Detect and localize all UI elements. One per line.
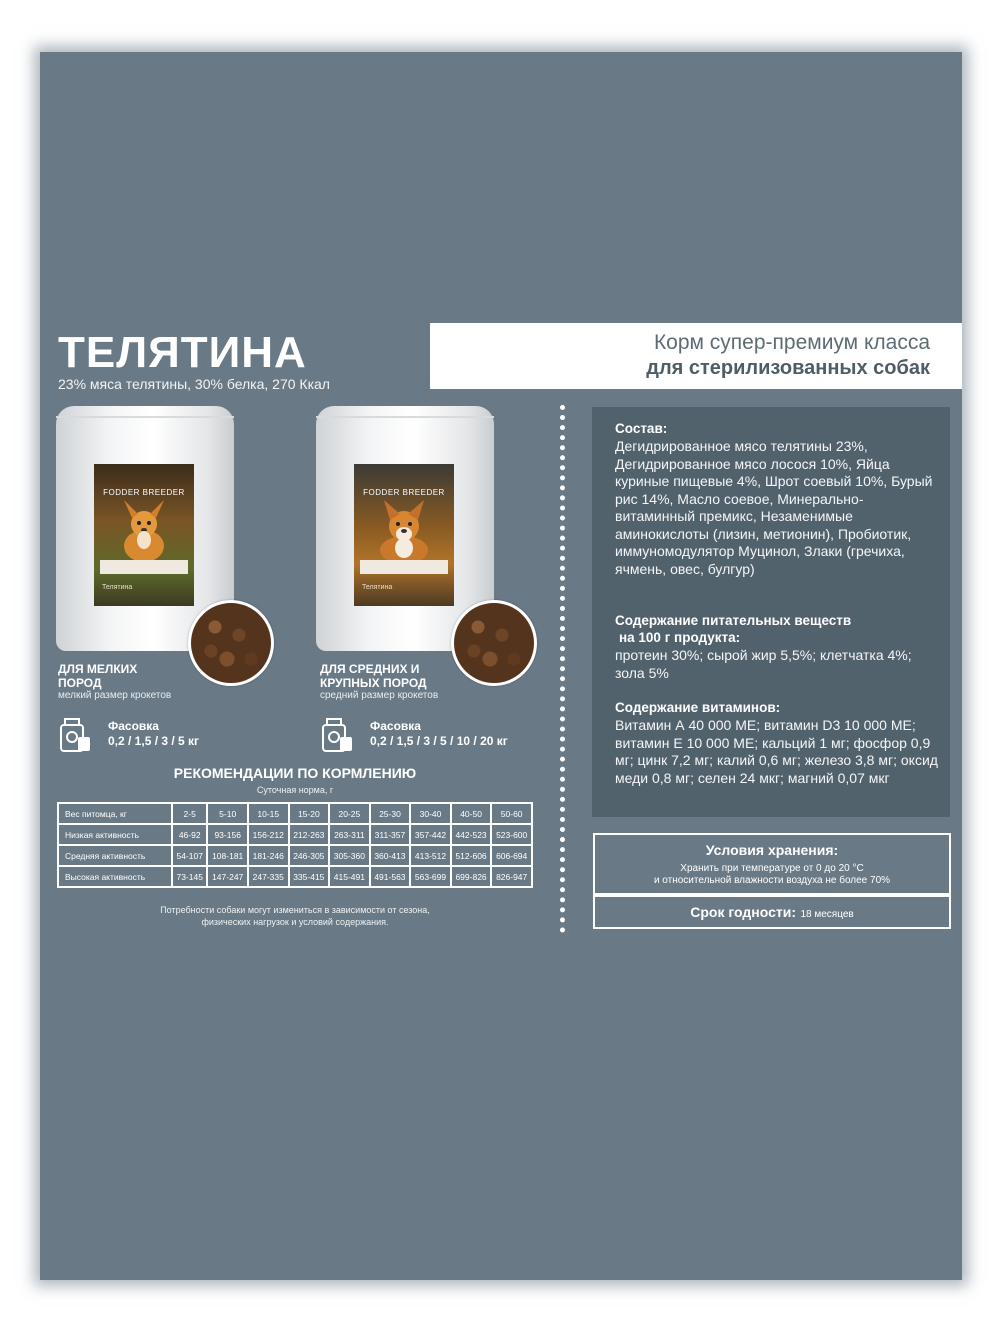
bag-brand: FODDER BREEDER [103, 488, 185, 497]
table-cell: 305-360 [329, 845, 370, 866]
bag-info-strip [360, 560, 448, 574]
table-row-header: Средняя активность [58, 845, 172, 866]
table-row [58, 803, 532, 824]
dotted-divider [560, 405, 565, 933]
vitamins-heading: Содержание витаминов: [615, 700, 781, 715]
bag-label [354, 464, 454, 606]
storage-line-2: и относительной влажности воздуха не более 70% [653, 875, 891, 886]
package-icon [320, 717, 354, 753]
breed-small: ДЛЯ МЕЛКИХ ПОРОД [58, 662, 138, 690]
table-cell: 50-60 [491, 803, 532, 824]
nutrients-heading-2: на 100 г продукта: [619, 630, 741, 645]
bag-info-strip [100, 560, 188, 574]
table-cell: 54-107 [172, 845, 207, 866]
table-cell: 563-699 [410, 866, 451, 887]
table-cell: 699-826 [451, 866, 492, 887]
table-cell: 25-30 [370, 803, 411, 824]
corgi-image [354, 494, 454, 564]
table-cell: 10-15 [248, 803, 289, 824]
table-row-header: Вес питомца, кг [58, 803, 172, 824]
table-cell: 40-50 [451, 803, 492, 824]
composition-text: Дегидрированное мясо телятины 23%, Дегидрированное мясо лосося 10%, Яйца куриные пищевые 4%, Шрот соевый 10%, Бурый рис 14%, Масло соевое, Минерально-витаминный премикс, Незаменимые аминокислоты (лизин, метионин), Пробиотик, иммуномодулятор Муцинол, Злаки (гречиха, ячмень, овес, булгур) [615, 438, 933, 577]
shelf-life-box [593, 895, 951, 929]
table-row [58, 866, 532, 887]
table-cell: 335-415 [289, 866, 330, 887]
banner-line-1: Корм супер-премиум класса [653, 331, 930, 354]
breed-large: ДЛЯ СРЕДНИХ И КРУПНЫХ ПОРОД [320, 662, 427, 690]
storage-line-1: Хранить при температуре от 0 до 20 °С [680, 863, 864, 874]
table-cell: 442-523 [451, 824, 492, 845]
bag-label [94, 464, 194, 606]
package-icon [58, 717, 92, 753]
kibble-size-large: средний размер крокетов [320, 690, 439, 701]
table-cell: 15-20 [289, 803, 330, 824]
pack-title-small: Фасовка [108, 719, 159, 733]
table-cell: 108-181 [207, 845, 248, 866]
table-cell: 415-491 [329, 866, 370, 887]
table-cell: 413-512 [410, 845, 451, 866]
table-cell: 263-311 [329, 824, 370, 845]
table-cell: 5-10 [207, 803, 248, 824]
storage-text [595, 863, 949, 887]
feeding-note [57, 904, 533, 928]
table-cell: 512-606 [451, 845, 492, 866]
table-cell: 523-600 [491, 824, 532, 845]
composition-box [592, 407, 950, 817]
table-cell: 357-442 [410, 824, 451, 845]
product-title: ТЕЛЯТИНА [58, 328, 307, 377]
kibble-large-image [451, 600, 537, 686]
banner-line-2: для стерилизованных собак [646, 357, 930, 379]
table-cell: 246-305 [289, 845, 330, 866]
bag-flavor: Телятина [362, 584, 393, 591]
kibble-small-image [188, 600, 274, 686]
feeding-note-line-1: Потребности собаки могут измениться в зависимости от сезона, [160, 905, 430, 915]
table-cell: 2-5 [172, 803, 207, 824]
table-cell: 212-263 [289, 824, 330, 845]
table-cell: 491-563 [370, 866, 411, 887]
table-cell: 147-247 [207, 866, 248, 887]
product-subtitle: 23% мяса телятины, 30% белка, 270 Ккал [58, 376, 330, 392]
table-cell: 46-92 [172, 824, 207, 845]
pack-values-large: 0,2 / 1,5 / 3 / 5 / 10 / 20 кг [370, 734, 508, 748]
vitamins-text: Витамин А 40 000 МЕ; витамин D3 10 000 МЕ; витамин Е 10 000 МЕ; кальций 1 мг; фосфор 0,9 мг; цинк 7,2 мг; калий 0,6 мг; железо 3,8 мг; оксид меди 0,8 мг; селен 24 мкг; магний 0,07 мкг [615, 717, 938, 786]
shelf-life-heading: Срок годности: [690, 904, 797, 920]
pack-title-large: Фасовка [370, 719, 421, 733]
table-cell: 93-156 [207, 824, 248, 845]
table-cell: 181-246 [248, 845, 289, 866]
shelf-life-value: 18 месяцев [800, 909, 854, 920]
feeding-table [57, 802, 533, 888]
table-cell: 20-25 [329, 803, 370, 824]
nutrients-text: протеин 30%; сырой жир 5,5%; клетчатка 4%; зола 5% [615, 647, 912, 681]
table-row-header: Низкая активность [58, 824, 172, 845]
table-row [58, 824, 532, 845]
table-cell: 73-145 [172, 866, 207, 887]
table-cell: 606-694 [491, 845, 532, 866]
table-row [58, 845, 532, 866]
table-cell: 30-40 [410, 803, 451, 824]
table-cell: 156-212 [248, 824, 289, 845]
storage-box [593, 833, 951, 895]
feeding-subtitle: Суточная норма, г [256, 785, 334, 795]
nutrients-heading-1: Содержание питательных веществ [615, 613, 852, 628]
bag-flavor: Телятина [102, 584, 133, 591]
bag-brand: FODDER BREEDER [363, 488, 445, 497]
class-banner [430, 323, 962, 389]
table-cell: 247-335 [248, 866, 289, 887]
feeding-title: РЕКОМЕНДАЦИИ ПО КОРМЛЕНИЮ [173, 765, 417, 781]
chihuahua-image [94, 494, 194, 564]
table-cell: 360-413 [370, 845, 411, 866]
composition-heading: Состав: [615, 421, 668, 436]
table-cell: 311-357 [370, 824, 411, 845]
feeding-note-line-2: физических нагрузок и условий содержания. [201, 917, 389, 927]
pack-values-small: 0,2 / 1,5 / 3 / 5 кг [108, 734, 200, 748]
kibble-size-small: мелкий размер крокетов [58, 690, 172, 701]
storage-heading: Условия хранения: [705, 842, 839, 858]
table-row-header: Высокая активность [58, 866, 172, 887]
table-cell: 826-947 [491, 866, 532, 887]
